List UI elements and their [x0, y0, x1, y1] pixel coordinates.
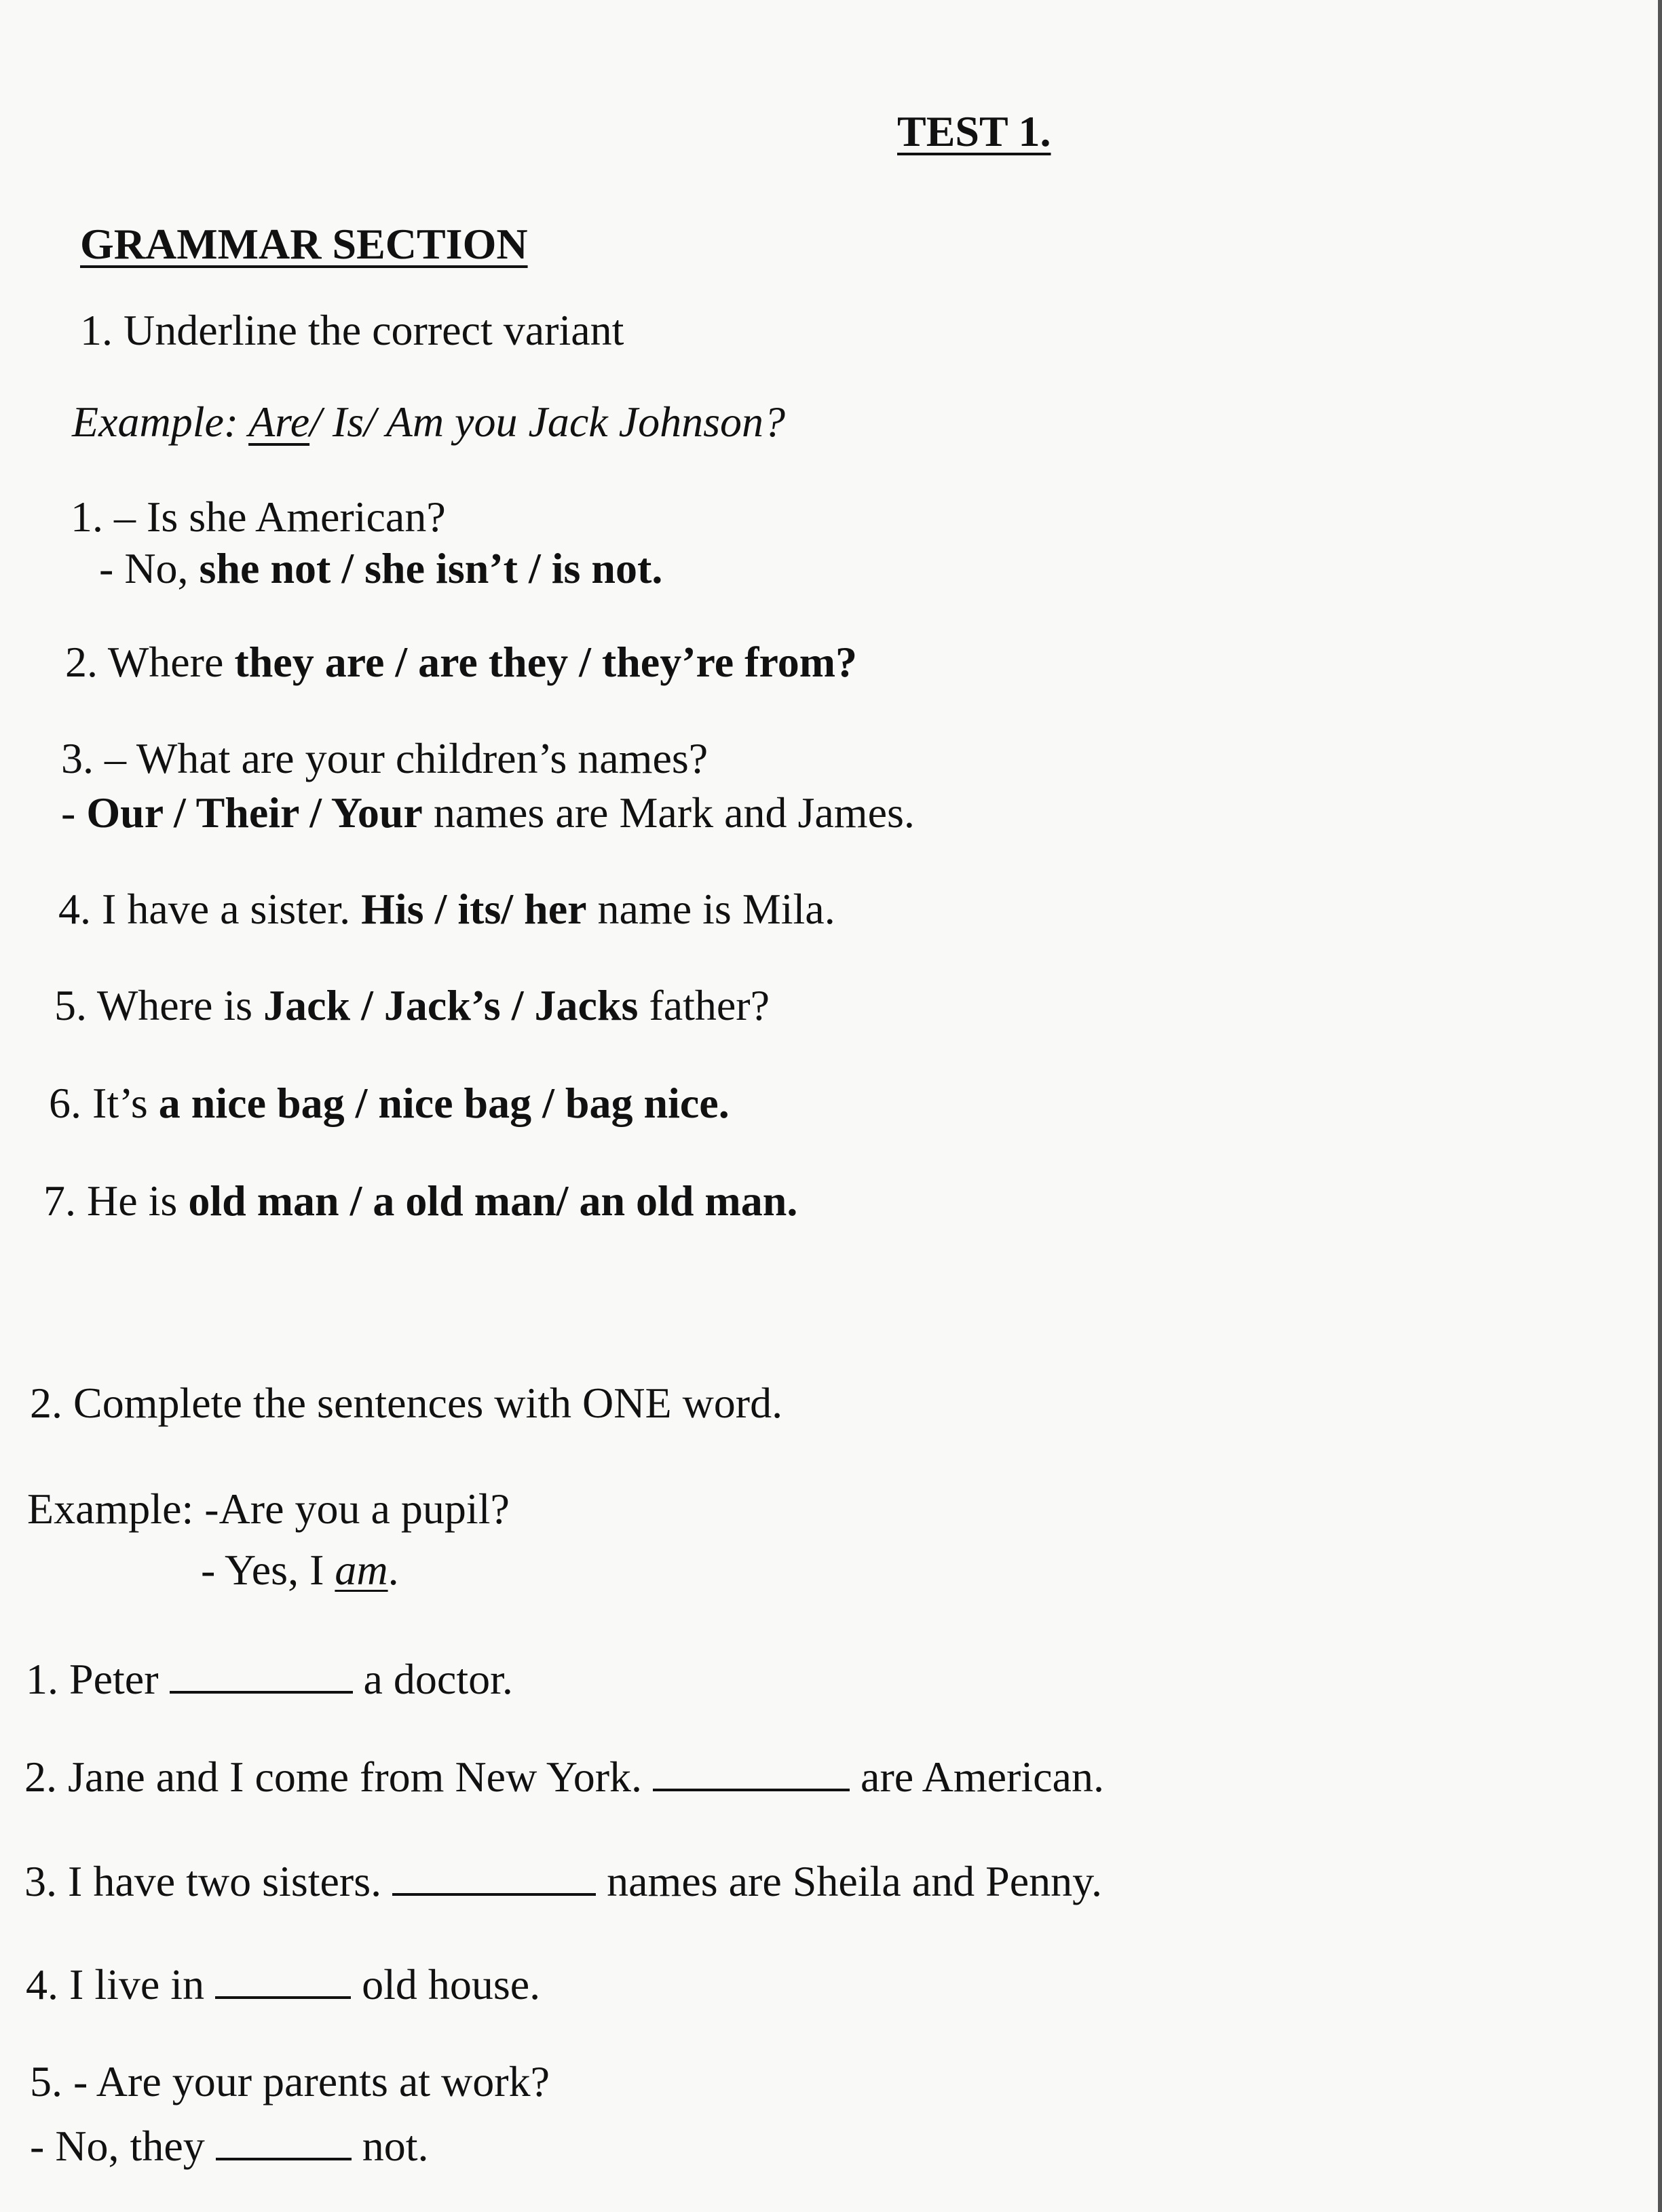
s1-blank[interactable]: [170, 1653, 353, 1694]
s1-after: a doctor.: [352, 1655, 513, 1703]
s1-before: 1. Peter: [26, 1655, 170, 1703]
q5-rest: father?: [638, 981, 770, 1029]
example-rest: / Is/ Am you Jack Johnson?: [309, 398, 785, 446]
q1-question: 1. – Is she American?: [71, 493, 446, 541]
q5-line: [54, 981, 770, 1029]
q2-options: they are / are they / they’re from?: [234, 638, 858, 686]
q6-line: [49, 1079, 730, 1127]
s5-question: 5. - Are your parents at work?: [30, 2057, 550, 2105]
s1-line: [26, 1653, 513, 1701]
task2-example-question: Example: -Are you a pupil?: [27, 1485, 510, 1533]
section-title: GRAMMAR SECTION: [80, 220, 528, 268]
q2-prefix: 2. Where: [65, 638, 235, 686]
s2-line: [24, 1751, 1104, 1799]
s5-before: - No, they: [30, 2122, 216, 2170]
s4-after: old house.: [351, 1960, 541, 2008]
s3-after: names are Sheila and Penny.: [596, 1857, 1102, 1905]
q1-answer: [99, 544, 663, 592]
q3-dash: -: [61, 788, 87, 837]
s4-blank[interactable]: [215, 1958, 351, 1999]
q5-options: Jack / Jack’s / Jacks: [263, 981, 639, 1029]
s3-blank[interactable]: [392, 1855, 596, 1896]
s2-blank[interactable]: [653, 1751, 850, 1791]
s3-before: 3. I have two sisters.: [24, 1857, 393, 1905]
q6-options: a nice bag / nice bag / bag nice.: [158, 1079, 730, 1127]
task1-instruction: 1. Underline the correct variant: [80, 306, 624, 354]
task2-example-answer: [201, 1548, 399, 1592]
s5-blank[interactable]: [216, 2120, 352, 2160]
q6-prefix: 6. It’s: [49, 1079, 159, 1127]
q7-line: [43, 1179, 797, 1223]
q4-options: His / its/ her: [361, 885, 587, 933]
q4-rest: name is Mila.: [586, 885, 835, 933]
example-underlined-option: Are: [248, 398, 310, 446]
s5-after: not.: [351, 2122, 429, 2170]
s2-after: are American.: [850, 1753, 1104, 1801]
s2-before: 2. Jane and I come from New York.: [24, 1753, 654, 1801]
test-title: TEST 1.: [897, 107, 1051, 155]
example-answer-suffix: .: [388, 1546, 399, 1594]
q3-question: 3. – What are your children’s names?: [61, 734, 709, 782]
q4-line: [58, 885, 835, 933]
example-answer-prefix: - Yes, I: [201, 1546, 335, 1594]
page-edge-shadow: [1658, 0, 1662, 2212]
q3-rest: names are Mark and James.: [422, 788, 915, 837]
q3-answer: [61, 788, 915, 837]
s4-before: 4. I live in: [26, 1960, 216, 2008]
q3-options: Our / Their / Your: [86, 788, 423, 837]
q4-prefix: 4. I have a sister.: [58, 885, 362, 933]
task2-instruction: 2. Complete the sentences with ONE word.: [30, 1379, 783, 1427]
q1-answer-prefix: - No,: [99, 544, 200, 592]
s3-line: [24, 1855, 1102, 1903]
example-answer-word: am: [335, 1546, 388, 1594]
q7-options: old man / a old man/ an old man.: [188, 1177, 798, 1225]
q7-prefix: 7. He is: [43, 1177, 189, 1225]
q1-options: she not / she isn’t / is not.: [199, 544, 663, 592]
q5-prefix: 5. Where is: [54, 981, 264, 1029]
q2-line: [65, 638, 858, 686]
example-prefix: Example:: [72, 398, 249, 446]
s5-answer: [30, 2120, 429, 2168]
s4-line: [26, 1958, 540, 2006]
task1-example: [72, 400, 785, 444]
